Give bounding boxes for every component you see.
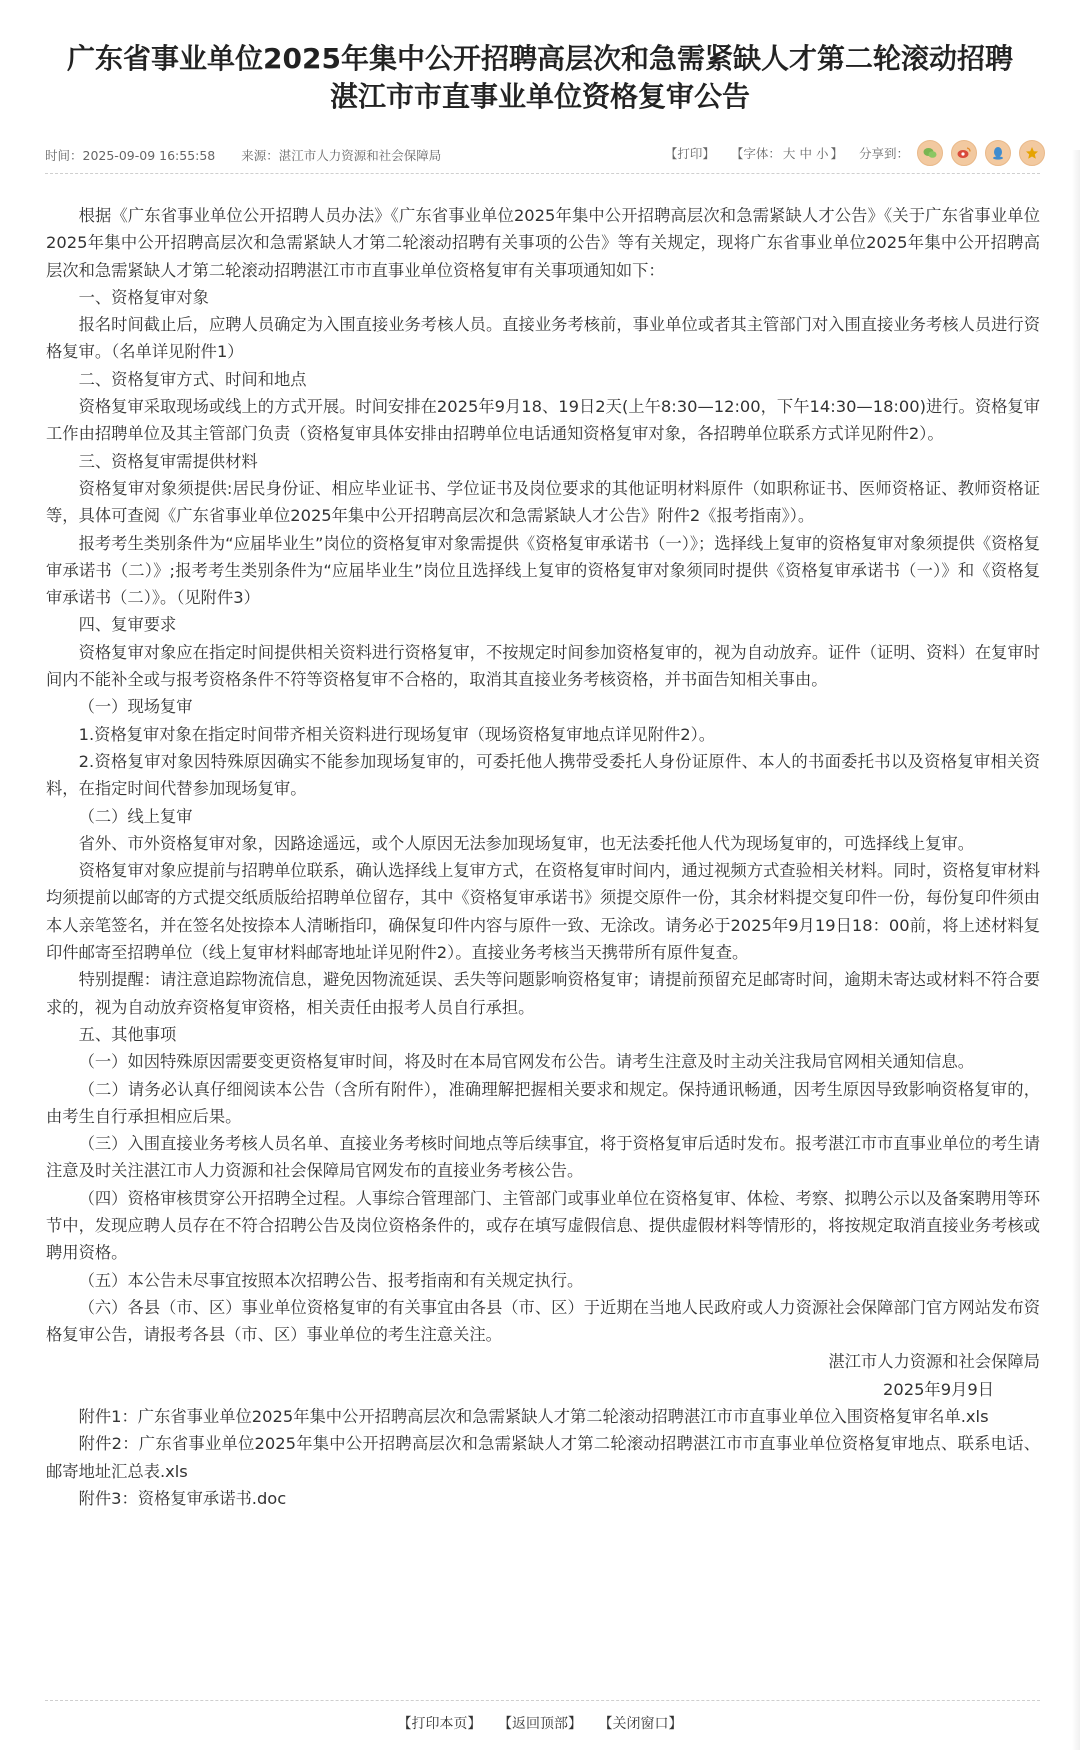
wechat-icon[interactable] (917, 140, 943, 166)
paragraph: 资格复审对象须提供:居民身份证、相应毕业证书、学位证书及岗位要求的其他证明材料原件（如职称证书、医师资格证、教师资格证等，具体可查阅《广东省事业单位2025年集中公开招聘高层次和急需紧缺人才公告》附件2《报考指南》）。 (46, 478, 1040, 526)
font-medium-link[interactable]: 中 (799, 146, 812, 161)
section-heading: 四、复审要求 (78, 615, 177, 635)
paragraph: （二）请务必认真仔细阅读本公告（含所有附件），准确理解把握相关要求和规定。保持通讯畅通，因考生原因导致影响资格复审的，由考生自行承担相应后果。 (46, 1079, 1040, 1126)
font-small-link[interactable]: 小 (815, 146, 829, 161)
article-source: 来源：湛江市人力资源和社会保障局 (241, 148, 442, 163)
article-meta-info (45, 146, 463, 164)
paragraph: （四）资格审核贯穿公开招聘全过程。人事综合管理部门、主管部门或事业单位在资格复审、体检、考察、拟聘公示以及备案聘用等环节中，发现应聘人员存在不符合招聘公告及岗位资格条件的，或存在填写虚假信息、提供虚假材料等情形的，将按规定取消直接业务考核或聘用资格。 (46, 1188, 1040, 1263)
paragraph: 1.资格复审对象在指定时间带齐相关资料进行现场复审（现场资格复审地点详见附件2）。 (78, 724, 716, 744)
section-heading: 一、资格复审对象 (78, 287, 209, 307)
section-heading: 二、资格复审方式、时间和地点 (78, 369, 307, 389)
paragraph: （六）各县（市、区）事业单位资格复审的有关事宜由各县（市、区）于近期在当地人民政府或人力资源社会保障部门官方网站发布资格复审公告，请报考各县（市、区）事业单位的考生注意关注。 (46, 1297, 1040, 1345)
qzone-icon[interactable] (1019, 140, 1045, 166)
attachment-link-3[interactable]: 附件3：资格复审承诺书.doc (78, 1488, 287, 1508)
paragraph: 资格复审采取现场或线上的方式开展。时间安排在2025年9月18、19日2天(上午8:30—12:00，下午14:30—18:00)进行。资格复审工作由招聘单位及其主管部门负责（资格复审具体安排由招聘单位电话通知资格复审对象，各招聘单位联系方式详见附件2）。 (46, 397, 1040, 444)
close-window-link[interactable]: 【关闭窗口】 (598, 1716, 683, 1732)
paragraph: 资格复审对象应在指定时间提供相关资料进行资格复审，不按规定时间参加资格复审的，视为自动放弃。证件（证明、资料）在复审时间内不能补全或与报考资格条件不符等资格复审不合格的，取消其直接业务考核资格，并书面告知相关事由。 (46, 642, 1040, 690)
paragraph: 2.资格复审对象因特殊原因确实不能参加现场复审的，可委托他人携带受委托人身份证原件、本人的书面委托书以及资格复审相关资料，在指定时间代替参加现场复审。 (46, 751, 1040, 799)
header-divider (45, 173, 1040, 174)
article-meta-bar (45, 140, 1045, 170)
footer-links (0, 1713, 1080, 1733)
font-large-link[interactable]: 大 (782, 146, 796, 161)
signature-org: 湛江市人力资源和社会保障局 (828, 1352, 1040, 1372)
signature-date: 2025年9月9日 (883, 1379, 994, 1399)
paragraph: 根据《广东省事业单位公开招聘人员办法》《广东省事业单位2025年集中公开招聘高层次和急需紧缺人才公告》《关于广东省事业单位2025年集中公开招聘高层次和急需紧缺人才第二轮滚动招聘有关事项的公告》等有关规定，现将广东省事业单位2025年集中公开招聘高层次和急需紧缺人才第二轮滚动招聘湛江市市直事业单位资格复审有关事项通知如下： (46, 206, 1040, 280)
print-page-link[interactable]: 【打印本页】 (397, 1716, 482, 1732)
paragraph: 报名时间截止后，应聘人员确定为入围直接业务考核人员。直接业务考核前，事业单位或者其主管部门对入围直接业务考核人员进行资格复审。（名单详见附件1） (46, 315, 1040, 362)
paragraph: 资格复审对象应提前与招聘单位联系，确认选择线上复审方式，在资格复审时间内，通过视频方式查验相关材料。同时，资格复审材料均须提前以邮寄的方式提交纸质版给招聘单位留存，其中《资格复审承诺书》须提交原件一份，其余材料提交复印件一份，每份复印件须由本人亲笔签名，并在签名处按捺本人清晰指印，确保复印件内容与原件一致、无涂改。请务必于2025年9月19日18：00前，将上述材料复印件邮寄至招聘单位（线上复审材料邮寄地址详见附件2）。直接业务考核当天携带所有原件复查。 (46, 861, 1040, 963)
qq-icon[interactable] (985, 140, 1011, 166)
page-title-line2: 湛江市市直事业单位资格复审公告 (329, 80, 750, 113)
font-size-prefix: 【字体： (730, 146, 781, 161)
back-to-top-link[interactable]: 【返回顶部】 (498, 1716, 582, 1732)
print-link[interactable]: 【打印】 (664, 146, 715, 161)
page-edge-shadow (1072, 150, 1080, 1750)
paragraph: 报考考生类别条件为“应届毕业生”岗位的资格复审对象需提供《资格复审承诺书（一）》；选择线上复审的资格复审对象须提供《资格复审承诺书（二）》;报考考生类别条件为“应届毕业生”岗位且选择线上复审的资格复审对象须同时提供《资格复审承诺书（一）》和《资格复审承诺书（二）》。（见附件3） (46, 533, 1040, 608)
font-size-suffix: 】 (830, 146, 843, 161)
attachment-link-2[interactable]: 附件2：广东省事业单位2025年集中公开招聘高层次和急需紧缺人才第二轮滚动招聘湛江市市直事业单位资格复审地点、联系电话、邮寄地址汇总表.xls (46, 1434, 1040, 1481)
publish-time: 时间：2025-09-09 16:55:58 (45, 148, 216, 163)
font-size-control (731, 144, 843, 162)
subsection-heading: （一）现场复审 (78, 697, 193, 717)
section-heading: 三、资格复审需提供材料 (78, 451, 258, 471)
paragraph: （一）如因特殊原因需要变更资格复审时间，将及时在本局官网发布公告。请考生注意及时主动关注我局官网相关通知信息。 (78, 1052, 975, 1072)
article-body (46, 202, 1040, 1512)
share-label: 分享到： (858, 146, 909, 161)
paragraph: （三）入围直接业务考核人员名单、直接业务考核时间地点等后续事宜，将于资格复审后适时发布。报考湛江市市直事业单位的考生请注意及时关注湛江市人力资源和社会保障局官网发布的直接业务考核公告。 (46, 1134, 1040, 1181)
subsection-heading: （二）线上复审 (78, 806, 193, 826)
footer-divider (45, 1700, 1040, 1701)
paragraph: 特别提醒：请注意追踪物流信息，避免因物流延误、丢失等问题影响资格复审；请提前预留充足邮寄时间，逾期未寄达或材料不符合要求的，视为自动放弃资格复审资格，相关责任由报考人员自行承担。 (46, 970, 1040, 1017)
attachment-link-1[interactable]: 附件1：广东省事业单位2025年集中公开招聘高层次和急需紧缺人才第二轮滚动招聘湛江市市直事业单位入围资格复审名单.xls (78, 1407, 989, 1427)
paragraph: （五）本公告未尽事宜按照本次招聘公告、报考指南和有关规定执行。 (78, 1270, 584, 1290)
paragraph: 省外、市外资格复审对象，因路途遥远，或个人原因无法参加现场复审，也无法委托他人代为现场复审的，可选择线上复审。 (78, 833, 975, 853)
weibo-icon[interactable] (951, 140, 977, 166)
section-heading: 五、其他事项 (78, 1024, 177, 1044)
page-title-line1: 广东省事业单位2025年集中公开招聘高层次和急需紧缺人才第二轮滚动招聘 (67, 42, 1013, 75)
article-tools (649, 140, 1045, 166)
